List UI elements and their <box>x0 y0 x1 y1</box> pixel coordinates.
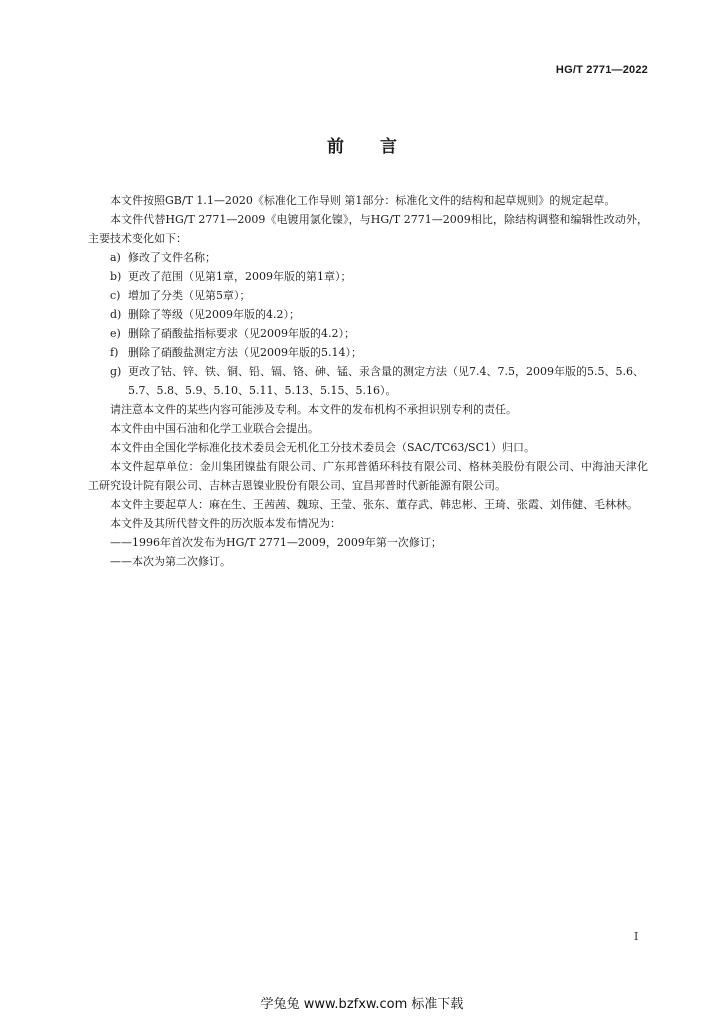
list-item-mark: f) <box>110 346 119 359</box>
list-item-mark: c) <box>110 289 121 302</box>
page-number: I <box>634 930 639 943</box>
list-item <box>88 248 648 267</box>
centralized-by: 本文件由全国化学标准化技术委员会无机化工分技术委员会（SAC/TC63/SC1）归口。 <box>110 441 536 454</box>
list-item-mark: b) <box>110 270 122 283</box>
history-item: ——1996年首次发布为HG/T 2771—2009，2009年第一次修订； <box>110 536 442 549</box>
page-title: 前言 <box>327 137 433 157</box>
list-item <box>88 324 648 343</box>
list-item <box>88 267 648 286</box>
drafting-units: 本文件起草单位：金川集团镍盐有限公司、广东邦普循环科技有限公司、格林美股份有限公司、中海油天津化工研究设计院有限公司、吉林吉恩镍业股份有限公司、宜昌邦普时代新能源有限公司。 <box>88 460 648 492</box>
list-item-text: 修改了文件名称； <box>128 251 216 264</box>
list-item-mark: d) <box>110 308 122 321</box>
list-item-mark: e) <box>110 327 121 340</box>
paragraph-replacement: 本文件代替HG/T 2771—2009《电镀用氯化镍》，与HG/T 2771—2009相比，除结构调整和编辑性改动外，主要技术变化如下： <box>88 213 648 245</box>
paragraph-drafting-basis: 本文件按照GB/T 1.1—2020《标准化工作导则 第1部分：标准化文件的结构和起草规则》的规定起草。 <box>110 194 616 207</box>
list-item <box>88 362 648 400</box>
list-item-text: 更改了钴、锌、铁、铜、铅、镉、铬、砷、锰、汞含量的测定方法（见7.4、7.5，2009年版的5.5、5.6、5.7、5.8、5.9、5.10、5.11、5.13、5.15、5.16）。 <box>128 365 644 397</box>
list-item <box>88 343 648 362</box>
patent-notice: 请注意本文件的某些内容可能涉及专利。本文件的发布机构不承担识别专利的责任。 <box>110 403 517 416</box>
footer-watermark: 学兔兔 www.bzfxw.com 标准下载 <box>260 997 464 1012</box>
list-item <box>88 286 648 305</box>
foreword-body <box>88 191 648 571</box>
main-drafters: 本文件主要起草人：麻在生、王茜茜、魏琼、王莹、张东、董存武、韩忠彬、王琦、张霞、刘伟健、毛林林。 <box>110 498 638 511</box>
list-item-text: 增加了分类（见第5章）； <box>128 289 251 302</box>
standard-code: HG/T 2771—2022 <box>555 64 648 76</box>
history-intro: 本文件及其所代替文件的历次版本发布情况为： <box>110 517 341 530</box>
list-item-text: 更改了范围（见第1章，2009年版的第1章）； <box>128 270 352 283</box>
list-item-text: 删除了硝酸盐指标要求（见2009年版的4.2）； <box>128 327 355 340</box>
history-item: ——本次为第二次修订。 <box>110 555 231 568</box>
proposed-by: 本文件由中国石油和化学工业联合会提出。 <box>110 422 319 435</box>
list-item-mark: g) <box>110 365 122 378</box>
list-item-mark: a) <box>110 251 121 264</box>
technical-changes-list <box>88 248 648 400</box>
list-item <box>88 305 648 324</box>
list-item-text: 删除了硝酸盐测定方法（见2009年版的5.14）； <box>128 346 362 359</box>
list-item-text: 删除了等级（见2009年版的4.2）； <box>128 308 300 321</box>
